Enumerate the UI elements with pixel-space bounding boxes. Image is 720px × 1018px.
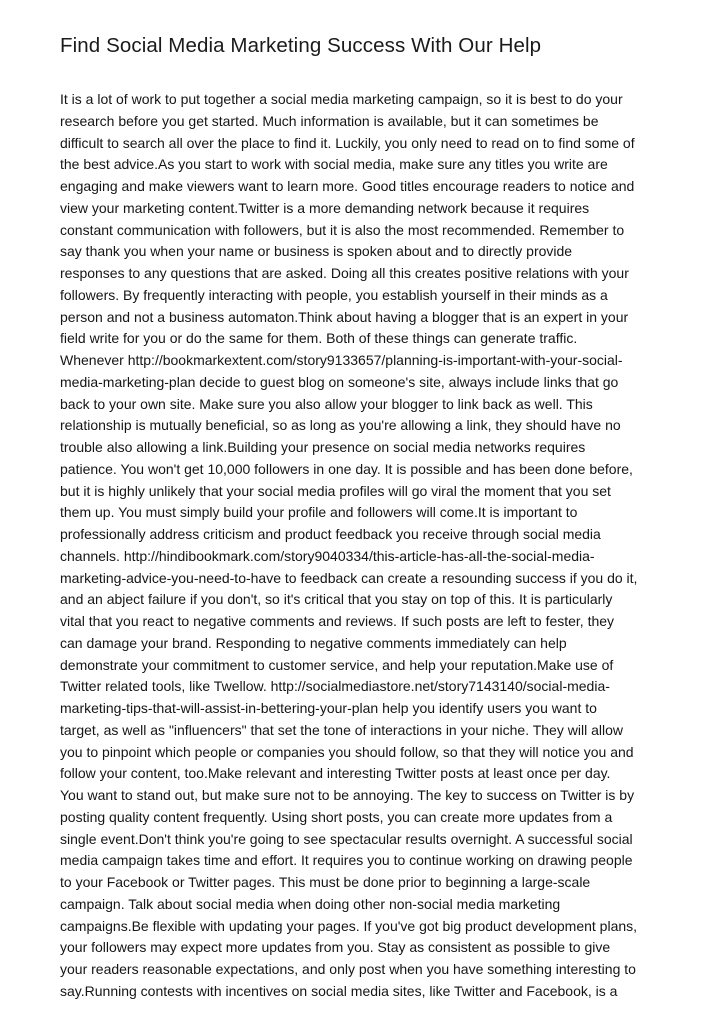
- text-line: field write for you or do the same for them. Both of these things can generate traffic.: [60, 330, 578, 347]
- text-line: follow your content, too.Make relevant and interesting Twitter posts at least once per day.: [60, 765, 611, 782]
- text-line: campaign. Talk about social media when doing other non-social media marketing: [60, 895, 561, 912]
- text-line: patience. You won't get 10,000 followers in one day. It is possible and has been done before,: [60, 460, 633, 477]
- text-line: followers. By frequently interacting with people, you establish yourself in their minds as a: [60, 286, 608, 303]
- text-line: research before you get started. Much information is available, but it can sometimes be: [60, 112, 599, 129]
- text-line: media campaign takes time and effort. It requires you to continue working on drawing people: [60, 852, 633, 869]
- text-line: professionally address criticism and product feedback you receive through social media: [60, 526, 601, 542]
- text-line: You want to stand out, but make sure not to be annoying. The key to success on Twitter is by: [60, 787, 635, 803]
- text-line: to your Facebook or Twitter pages. This must be done prior to beginning a large-scale: [60, 874, 591, 890]
- text-line: them up. You must simply build your profile and followers will come.It is important to: [60, 504, 578, 521]
- text-line: campaigns.Be flexible with updating your pages. If you've got big product development plans,: [60, 917, 638, 934]
- text-line: but it is highly unlikely that your social media profiles will go viral the moment that you set: [60, 482, 611, 499]
- text-line: single event.Don't think you're going to see spectacular results overnight. A successful social: [60, 830, 633, 847]
- text-line: Whenever http://bookmarkextent.com/story9133657/planning-is-important-with-your-social-: [60, 352, 623, 368]
- text-line: responses to any questions that are asked. Doing all this creates positive relations with your: [60, 265, 629, 281]
- text-line: engaging and make viewers want to learn more. Good titles encourage readers to notice and: [60, 178, 635, 194]
- text-line: constant communication with followers, but it is also the most recommended. Remember to: [60, 221, 625, 238]
- text-line: vital that you react to negative comments and reviews. If such posts are left to fester, they: [60, 613, 615, 629]
- page-title: Find Social Media Marketing Success With Our Help: [60, 34, 542, 57]
- text-line: demonstrate your commitment to customer service, and help your reputation.Make use of: [60, 656, 614, 673]
- text-line: and an abject failure if you don't, so it's critical that you stay on top of this. It is particularly: [60, 591, 613, 608]
- text-line: Twitter related tools, like Twellow. http://socialmediastore.net/story7143140/social-media-: [60, 678, 610, 695]
- text-line: marketing-advice-you-need-to-have to feedback can create a resounding success if you do it,: [60, 569, 638, 586]
- text-line: view your marketing content.Twitter is a more demanding network because it requires: [60, 199, 590, 216]
- text-line: It is a lot of work to put together a social media marketing campaign, so it is best to do your: [60, 91, 623, 107]
- text-line: back to your own site. Make sure you also allow your blogger to link back as well. This: [60, 395, 593, 412]
- text-line: person and not a business automaton.Think about having a blogger that is an expert in your: [60, 308, 629, 325]
- text-line: marketing-tips-that-will-assist-in-bettering-your-plan help you identify users you want to: [60, 700, 597, 716]
- text-line: say.Running contests with incentives on social media sites, like Twitter and Facebook, is a: [60, 982, 618, 999]
- text-line: difficult to search all over the place to find it. Luckily, you only need to read on to find some of: [60, 134, 635, 151]
- text-line: trouble also allowing a link.Building your presence on social media networks requires: [60, 439, 586, 455]
- text-line: your followers may expect more updates from you. Stay as consistent as possible to give: [60, 939, 611, 956]
- text-line: posting quality content frequently. Using short posts, you can create more updates from a: [60, 808, 613, 825]
- text-line: say thank you when your name or business is spoken about and to directly provide: [60, 243, 573, 260]
- document-page: [60, 0, 660, 1003]
- text-line: target, as well as "influencers" that set the tone of interactions in your niche. They will allow: [60, 721, 623, 738]
- text-line: can damage your brand. Responding to negative comments immediately can help: [60, 634, 567, 651]
- text-line: you to pinpoint which people or companies you should follow, so that they will notice you and: [60, 743, 634, 760]
- text-line: channels. http://hindibookmark.com/story9040334/this-article-has-all-the-social-media-: [60, 547, 595, 564]
- text-line: relationship is mutually beneficial, so as long as you're allowing a link, they should have no: [60, 417, 621, 434]
- text-line: your readers reasonable expectations, and only post when you have something interesting to: [60, 961, 636, 977]
- text-line: the best advice.As you start to work with social media, make sure any titles you write are: [60, 156, 608, 173]
- body-paragraph: [60, 89, 660, 1003]
- text-line: media-marketing-plan decide to guest blog on someone's site, always include links that go: [60, 373, 619, 390]
